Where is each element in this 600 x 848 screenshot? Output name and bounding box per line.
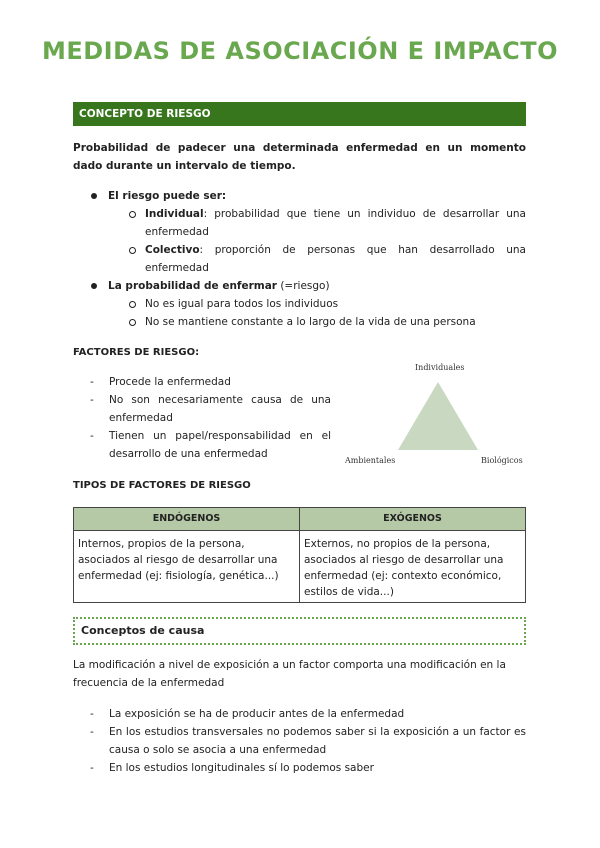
list-item: - Tienen un papel/responsabilidad en el desarrollo de una enfermedad xyxy=(73,427,331,463)
table-header-row xyxy=(74,508,526,531)
risk-factor-triangle xyxy=(338,362,528,472)
list-item xyxy=(73,277,526,295)
cell-exogenos: Externos, no propios de la persona, asociados al riesgo de desarrollar una enfermedad (ej: contexto económico, estilos de vida...) xyxy=(300,531,526,603)
factores-heading: FACTORES DE RIESGO: xyxy=(73,347,200,358)
list-item xyxy=(73,241,526,277)
riesgo-list xyxy=(73,187,526,331)
column-header-endogenos: ENDÓGENOS xyxy=(74,508,300,531)
term-colectivo: Colectivo xyxy=(145,244,200,256)
factor-types-table xyxy=(73,507,526,603)
table-row xyxy=(74,531,526,603)
list-item: No es igual para todos los individuos xyxy=(73,295,526,313)
def-individual: : probabilidad que tiene un individuo de desarrollar una enfermedad xyxy=(145,208,526,238)
list-item: - No son necesariamente causa de una enfermedad xyxy=(73,391,331,427)
list-item: - En los estudios longitudinales sí lo podemos saber xyxy=(73,759,526,777)
list-item: No se mantiene constante a lo largo de la vida de una persona xyxy=(73,313,526,331)
probabilidad-label: La probabilidad de enfermar xyxy=(108,280,277,292)
list-item xyxy=(73,205,526,241)
column-header-exogenos: EXÓGENOS xyxy=(300,508,526,531)
cell-endogenos: Internos, propios de la persona, asociados al riesgo de desarrollar una enfermedad (ej: fisiología, genética...) xyxy=(74,531,300,603)
tipos-heading: TIPOS DE FACTORES DE RIESGO xyxy=(73,480,251,491)
list-item: - Procede la enfermedad xyxy=(73,373,331,391)
section-header-concepto-riesgo: CONCEPTO DE RIESGO xyxy=(73,102,526,126)
triangle-label-top: Individuales xyxy=(415,363,465,372)
riesgo-puede-ser-label: El riesgo puede ser: xyxy=(108,190,227,202)
list-item xyxy=(73,187,526,205)
list-item: - En los estudios transversales no podemos saber si la exposición a un factor es causa o solo se asocia a una enfermedad xyxy=(73,723,526,759)
def-colectivo: : proporción de personas que han desarrollado una enfermedad xyxy=(145,244,526,274)
probabilidad-suffix: (=riesgo) xyxy=(277,280,330,292)
triangle-label-left: Ambientales xyxy=(345,456,396,465)
term-individual: Individual xyxy=(145,208,204,220)
causa-intro: La modificación a nivel de exposición a un factor comporta una modificación en la frecuencia de la enfermedad xyxy=(73,659,506,689)
triangle-label-right: Biológicos xyxy=(481,456,523,465)
factores-list xyxy=(73,373,331,463)
causa-list xyxy=(73,705,526,777)
section-header-conceptos-causa: Conceptos de causa xyxy=(73,617,526,645)
triangle-shape xyxy=(398,382,478,450)
page-title: MEDIDAS DE ASOCIACIÓN E IMPACTO xyxy=(41,37,559,65)
riesgo-definition: Probabilidad de padecer una determinada enfermedad en un momento dado durante un intervalo de tiempo. xyxy=(73,142,526,172)
list-item: - La exposición se ha de producir antes de la enfermedad xyxy=(73,705,526,723)
